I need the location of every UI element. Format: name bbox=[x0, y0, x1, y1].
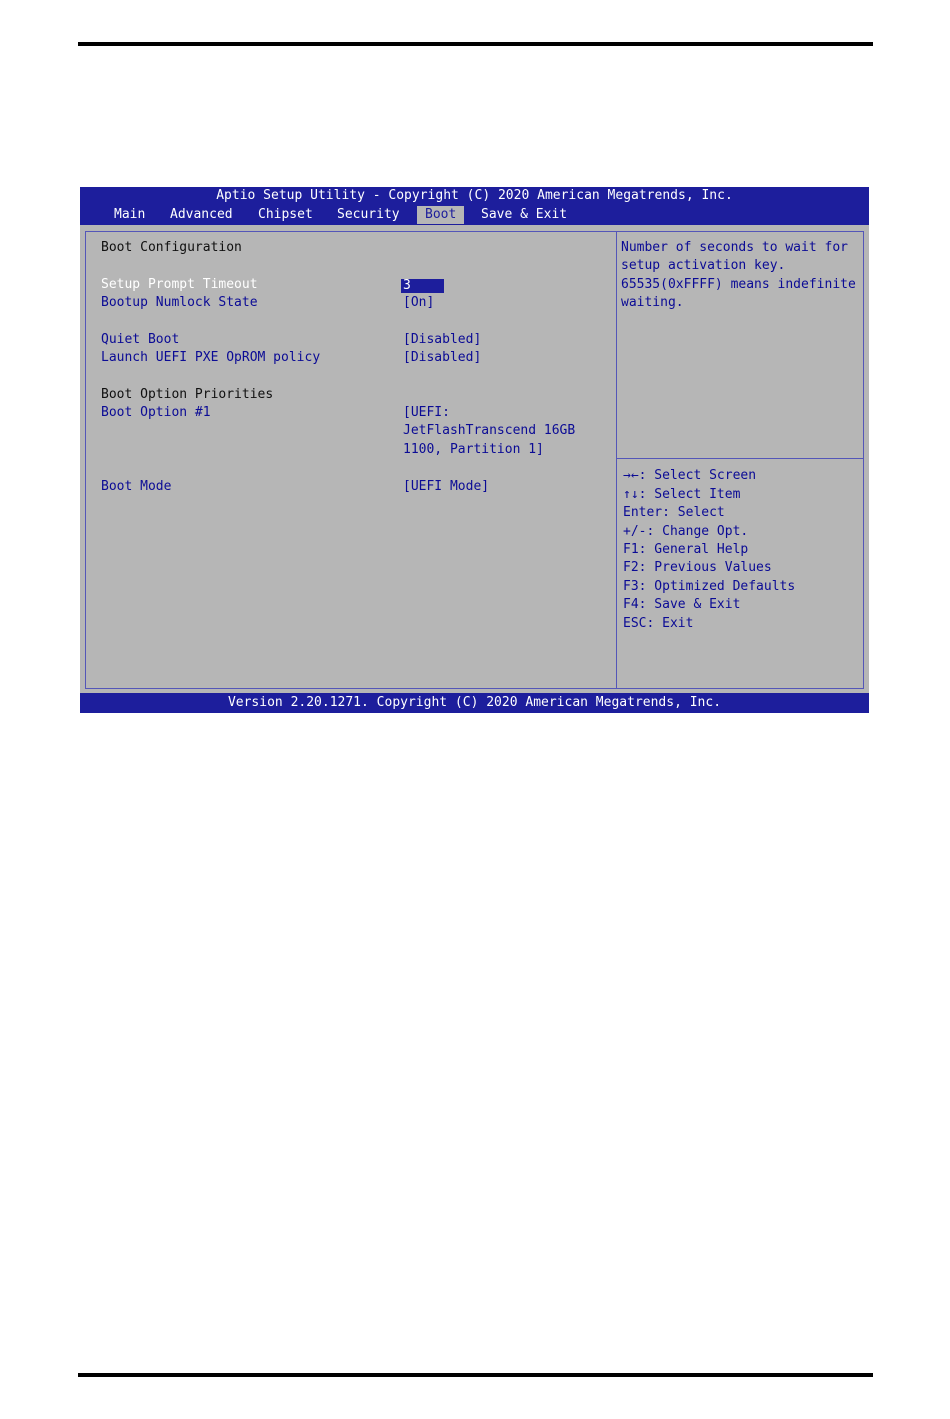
help-line: 65535(0xFFFF) means indefinite bbox=[621, 277, 856, 292]
setup-prompt-timeout-label[interactable]: Setup Prompt Timeout bbox=[101, 277, 258, 292]
title-bar bbox=[80, 187, 869, 225]
key-legend-panel bbox=[616, 458, 864, 689]
tab-save-exit[interactable]: Save & Exit bbox=[481, 207, 568, 222]
boot-mode-label[interactable]: Boot Mode bbox=[101, 479, 172, 494]
launch-uefi-pxe-label[interactable]: Launch UEFI PXE OpROM policy bbox=[101, 350, 321, 365]
key-legend-esc-exit: ESC: Exit bbox=[623, 616, 694, 631]
key-legend-general-help: F1: General Help bbox=[623, 542, 749, 557]
launch-uefi-pxe-value[interactable]: [Disabled] bbox=[403, 350, 482, 365]
key-legend-select-item: ↑↓: Select Item bbox=[623, 487, 741, 502]
section-title-boot-option-priorities: Boot Option Priorities bbox=[101, 387, 274, 402]
settings-panel bbox=[85, 231, 617, 689]
help-line: setup activation key. bbox=[621, 258, 786, 273]
section-title-boot-configuration: Boot Configuration bbox=[101, 240, 242, 255]
tab-advanced[interactable]: Advanced bbox=[170, 207, 233, 222]
key-legend-enter: Enter: Select bbox=[623, 505, 725, 520]
boot-option-1-value-line-2[interactable]: JetFlashTranscend 16GB bbox=[403, 423, 576, 438]
boot-option-1-value-line-1[interactable]: [UEFI: bbox=[403, 405, 450, 420]
bootup-numlock-state-value[interactable]: [On] bbox=[403, 295, 435, 310]
help-panel bbox=[616, 231, 864, 459]
key-legend-select-screen: →←: Select Screen bbox=[623, 468, 757, 483]
page-bottom-rule bbox=[78, 1373, 873, 1377]
tab-security[interactable]: Security bbox=[337, 207, 400, 222]
tab-main[interactable]: Main bbox=[114, 207, 146, 222]
help-line: waiting. bbox=[621, 295, 684, 310]
help-line: Number of seconds to wait for bbox=[621, 240, 848, 255]
boot-option-1-value-line-3[interactable]: 1100, Partition 1] bbox=[403, 442, 544, 457]
tab-chipset[interactable]: Chipset bbox=[258, 207, 313, 222]
key-legend-change-opt: +/-: Change Opt. bbox=[623, 524, 749, 539]
window-title: Aptio Setup Utility - Copyright (C) 2020 American Megatrends, Inc. bbox=[216, 188, 733, 203]
boot-option-1-label[interactable]: Boot Option #1 bbox=[101, 405, 211, 420]
setup-prompt-timeout-value[interactable]: 3 bbox=[401, 279, 444, 293]
key-legend-optimized-defaults: F3: Optimized Defaults bbox=[623, 579, 796, 594]
tab-boot[interactable]: Boot bbox=[417, 206, 464, 224]
key-legend-save-exit: F4: Save & Exit bbox=[623, 597, 741, 612]
footer-version: Version 2.20.1271. Copyright (C) 2020 American Megatrends, Inc. bbox=[80, 693, 869, 713]
bios-setup-screen bbox=[80, 187, 869, 713]
quiet-boot-value[interactable]: [Disabled] bbox=[403, 332, 482, 347]
key-legend-previous-values: F2: Previous Values bbox=[623, 560, 772, 575]
quiet-boot-label[interactable]: Quiet Boot bbox=[101, 332, 180, 347]
page-top-rule bbox=[78, 42, 873, 46]
bootup-numlock-state-label[interactable]: Bootup Numlock State bbox=[101, 295, 258, 310]
boot-mode-value[interactable]: [UEFI Mode] bbox=[403, 479, 490, 494]
